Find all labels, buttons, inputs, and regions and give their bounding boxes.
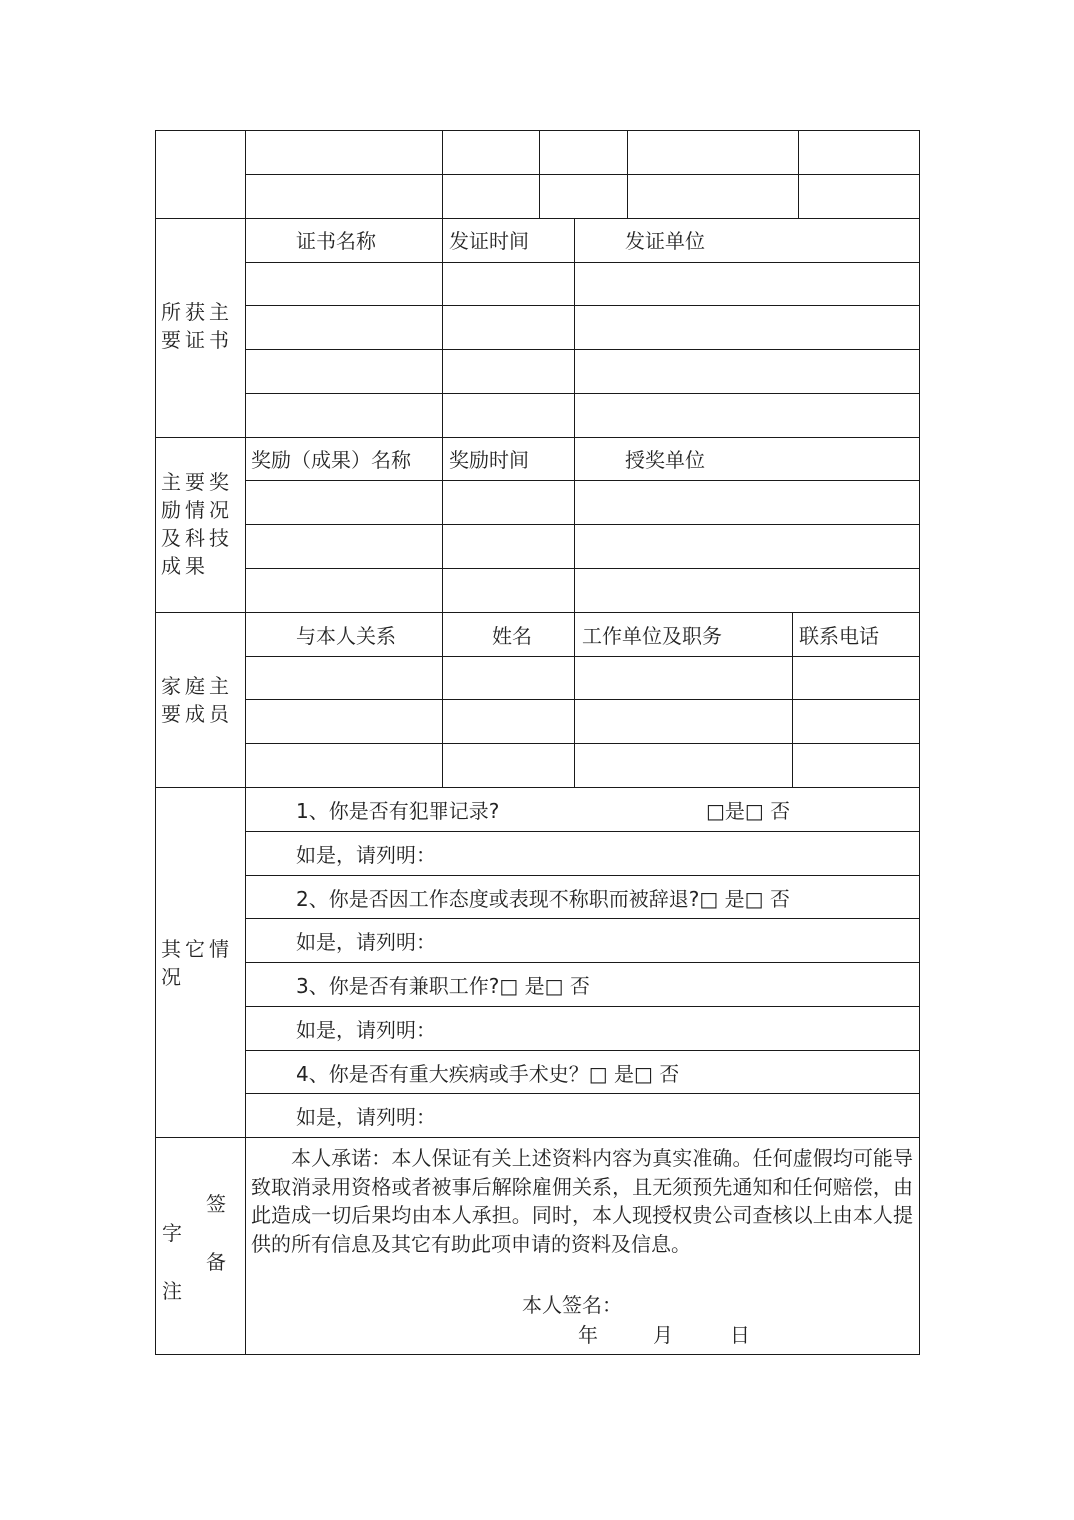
column-header-award-name: 奖励（成果）名称 (251, 448, 411, 472)
column-header-relationship: 与本人关系 (296, 624, 396, 648)
row-divider (245, 349, 920, 350)
column-header-certificate-name: 证书名称 (296, 229, 376, 253)
table-border-left (155, 130, 156, 1355)
section-divider (155, 787, 920, 788)
explain-prompt: 如是，请列明： (296, 930, 436, 954)
row-divider (245, 1050, 920, 1051)
column-header-issue-date: 发证时间 (449, 229, 529, 253)
section-divider (155, 612, 920, 613)
col-divider (627, 130, 628, 218)
column-header-award-date: 奖励时间 (449, 448, 529, 472)
column-header-member-name: 姓名 (492, 624, 532, 648)
row-divider (245, 305, 920, 306)
column-header-phone: 联系电话 (799, 624, 879, 648)
certificates-section-label: 所获主 要证书 (161, 300, 233, 352)
signature-label-char: 签 (206, 1192, 226, 1216)
col-divider (574, 612, 575, 787)
signature-field-label[interactable]: 本人签名： (522, 1293, 622, 1317)
explain-prompt: 如是，请列明： (296, 843, 436, 867)
question-part-time-job[interactable]: 3、你是否有兼职工作?□ 是□ 否 (296, 974, 590, 998)
row-divider (245, 743, 920, 744)
row-divider (245, 1093, 920, 1094)
signature-label-char: 备 (206, 1250, 226, 1274)
section-divider (155, 1137, 920, 1138)
explain-prompt: 如是，请列明： (296, 1018, 436, 1042)
column-header-issuer: 发证单位 (625, 229, 705, 253)
col-divider (442, 130, 443, 218)
explain-prompt: 如是，请列明： (296, 1105, 436, 1129)
col-divider (539, 130, 540, 218)
question-major-illness[interactable]: 4、你是否有重大疾病或手术史？□ 是□ 否 (296, 1062, 680, 1086)
row-divider (245, 262, 920, 263)
table-border-bottom (155, 1354, 920, 1355)
awards-section-label: 主要奖 励情况 及科技 成果 (161, 470, 233, 578)
col-divider (792, 612, 793, 787)
date-year-label: 年 (578, 1323, 598, 1347)
row-divider (245, 699, 920, 700)
family-section-label: 家庭主 要成员 (161, 674, 233, 726)
row-divider (245, 656, 920, 657)
column-header-award-issuer: 授奖单位 (625, 448, 705, 472)
row-divider (245, 174, 920, 175)
row-divider (245, 1006, 920, 1007)
table-border-top (155, 130, 920, 131)
column-header-workplace-position: 工作单位及职务 (582, 624, 722, 648)
col-divider (442, 612, 443, 787)
section-divider (155, 437, 920, 438)
row-divider (245, 962, 920, 963)
col-divider (442, 437, 443, 612)
date-day-label: 日 (730, 1323, 750, 1347)
question-criminal-record-options[interactable]: □是□ 否 (706, 799, 791, 823)
signature-label-char: 注 (162, 1279, 182, 1303)
col-divider (798, 130, 799, 218)
col-divider (574, 437, 575, 612)
row-divider (245, 568, 920, 569)
section-divider (155, 218, 920, 219)
date-month-label: 月 (653, 1323, 673, 1347)
row-divider (245, 480, 920, 481)
col-divider (442, 218, 443, 437)
pledge-paragraph: 本人承诺：本人保证有关上述资料内容为真实准确。任何虚假均可能导致取消录用资格或者被事后解除雇佣关系，且无须预先通知和任何赔偿，由此造成一切后果均由本人承担。同时，本人现授权贵公司查核以上由本人提供的所有信息及其它有助此项申请的资料及信息。 (251, 1146, 913, 1256)
application-form-table (155, 130, 920, 1355)
row-divider (245, 875, 920, 876)
question-criminal-record: 1、你是否有犯罪记录? (296, 799, 500, 823)
row-divider (245, 831, 920, 832)
question-dismissed[interactable]: 2、你是否因工作态度或表现不称职而被辞退?□ 是□ 否 (296, 887, 790, 911)
col-divider (574, 218, 575, 437)
other-section-label: 其它情 况 (161, 937, 233, 989)
row-divider (245, 918, 920, 919)
row-divider (245, 524, 920, 525)
row-divider (245, 393, 920, 394)
signature-label-char: 字 (162, 1221, 182, 1245)
